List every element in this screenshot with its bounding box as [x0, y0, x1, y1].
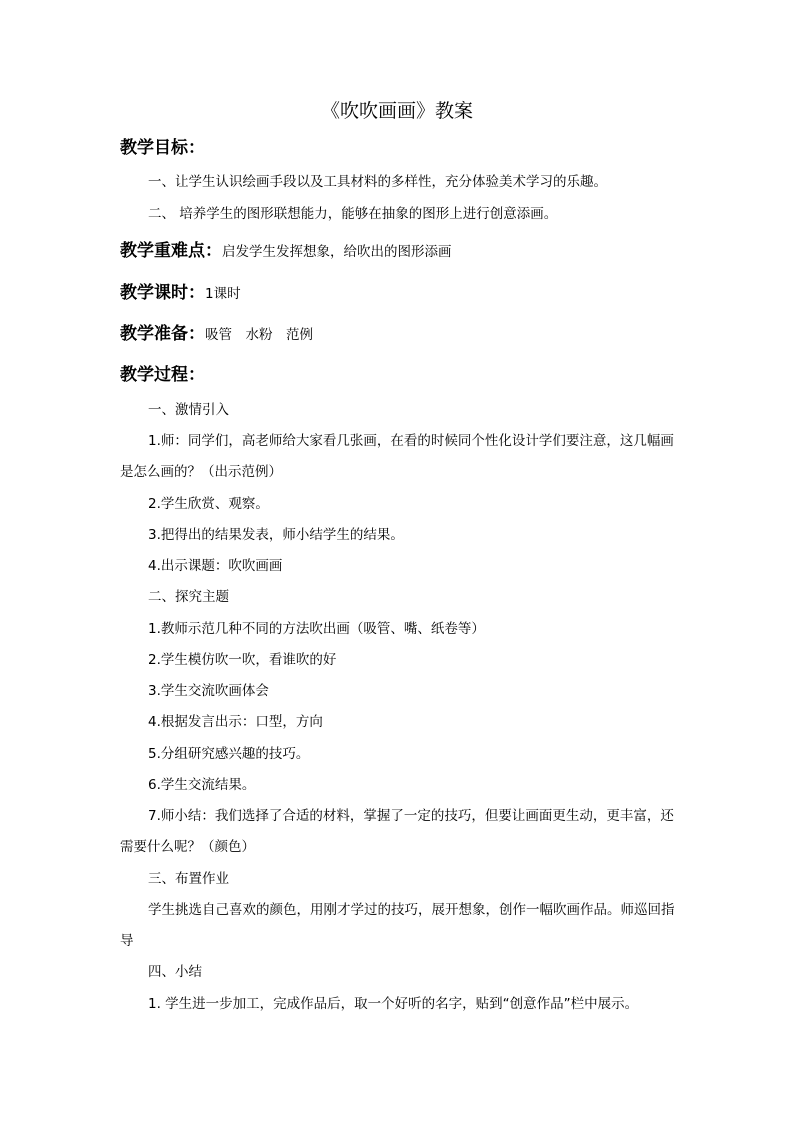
hours-heading: 教学课时： — [120, 283, 205, 303]
preparation-text: 吸管 水粉 范例 — [205, 327, 313, 343]
process-line: 三、布置作业 — [148, 871, 229, 887]
key-points-section — [120, 239, 452, 264]
process-line: 4.根据发言出示：口型，方向 — [148, 714, 323, 730]
objectives-heading: 教学目标： — [120, 138, 205, 158]
process-line: 一、激情引入 — [148, 402, 229, 418]
key-points-heading: 教学重难点： — [120, 241, 222, 261]
process-heading: 教学过程： — [120, 365, 205, 385]
process-line: 学生挑选自己喜欢的颜色，用刚才学过的技巧，展开想象，创作一幅吹画作品。师巡回指导 — [120, 902, 675, 949]
process-line: 1. 学生进一步加工，完成作品后，取一个好听的名字，贴到“创意作品”栏中展示。 — [148, 996, 639, 1012]
process-line: 5.分组研究感兴趣的技巧。 — [148, 746, 310, 762]
process-line: 二、探究主题 — [148, 589, 229, 605]
process-line: 1.教师示范几种不同的方法吹出画（吸管、嘴、纸卷等） — [148, 621, 485, 637]
preparation-heading: 教学准备： — [120, 324, 205, 344]
process-line: 4.出示课题：吹吹画画 — [148, 558, 283, 574]
process-line: 3.学生交流吹画体会 — [148, 683, 269, 699]
process-line: 2.学生模仿吹一吹，看谁吹的好 — [148, 652, 337, 668]
process-line: 3.把得出的结果发表，师小结学生的结果。 — [148, 527, 404, 543]
objective-item: 一、让学生认识绘画手段以及工具材料的多样性，充分体验美术学习的乐趣。 — [148, 174, 607, 190]
hours-section — [120, 281, 241, 306]
objectives-section — [120, 136, 205, 160]
process-line: 6.学生交流结果。 — [148, 777, 256, 793]
preparation-section — [120, 322, 313, 347]
process-line: 四、小结 — [148, 964, 202, 980]
process-section — [120, 363, 205, 387]
process-line: 7.师小结：我们选择了合适的材料，掌握了一定的技巧，但要让画面更生动，更丰富，还需要什么呢？（颜色） — [120, 808, 674, 855]
hours-text: 1课时 — [205, 286, 241, 302]
document-title: 《吹吹画画》教案 — [320, 100, 473, 122]
key-points-text: 启发学生发挥想象，给吹出的图形添画 — [222, 244, 452, 260]
process-line: 2.学生欣赏、观察。 — [148, 496, 269, 512]
objective-item: 二、 培养学生的图形联想能力，能够在抽象的图形上进行创意添画。 — [148, 206, 558, 222]
process-line: 1.师：同学们，高老师给大家看几张画，在看的时候同个性化设计学们要注意，这几幅画是怎么画的？（出示范例） — [120, 433, 674, 480]
